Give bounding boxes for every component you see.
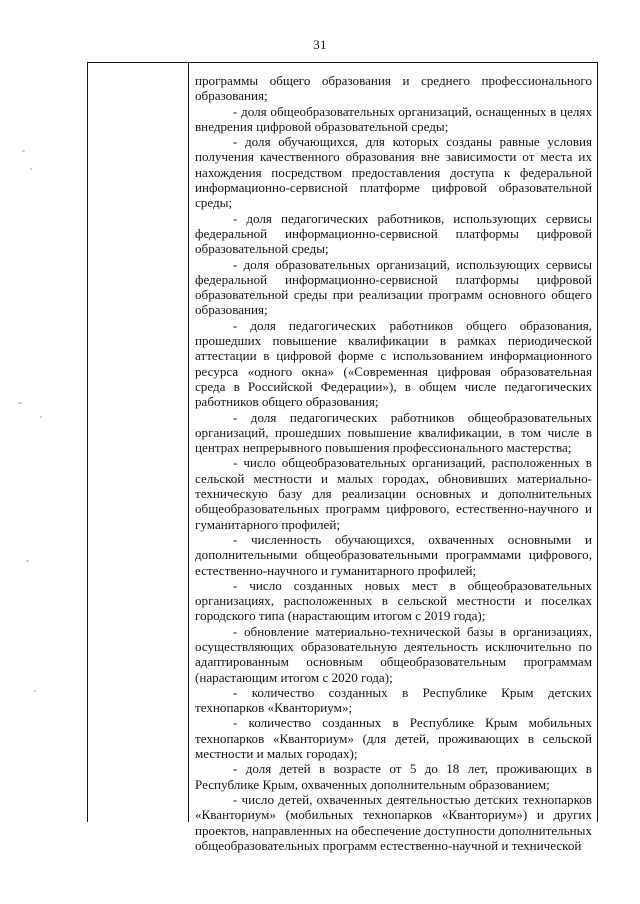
list-item: - доля образовательных организаций, использующих сервисы федеральной информационно-сервисной платформы цифровой образовательной среды при реализации программ основного общего образования; xyxy=(195,256,592,318)
list-item: - доля педагогических работников общего образования, прошедших повышение квалификации в рамках периодической аттестации в цифровой форме с использованием информационного ресурса «одного окна» («Современная цифровая образовательная среда в Российской Федерации»), в общем числе педагогических работников общего образования; xyxy=(195,317,592,410)
list-item: - доля педагогических работников, использующих сервисы федеральной информационно-сервисной платформы цифровой образовательной среды; xyxy=(195,210,592,257)
list-item: - число общеобразовательных организаций, расположенных в сельской местности и малых городах, обновивших материально-техническую базу для реализации основных и дополнительных общеобразовательных программ цифрового, естественно-научного и гуманитарного профилей; xyxy=(195,455,592,532)
page-number: 31 xyxy=(313,37,327,52)
list-item: - доля обучающихся, для которых созданы равные условия получения качественного образования вне зависимости от места их нахождения посредством предоставления доступа к федеральной информационно-сервисной платформе цифровой образовательной среды; xyxy=(195,134,592,211)
table-column-divider xyxy=(188,63,189,822)
table-left-cell xyxy=(88,63,188,822)
list-item: - число детей, охваченных деятельностью детских технопарков «Кванториум» (мобильных технопарков «Кванториум») и других проектов, направленных на обеспечение доступности дополнительных общеобразовательных программ естественно-научной и технической xyxy=(195,791,592,853)
list-item: - число созданных новых мест в общеобразовательных организациях, расположенных в сельской местности и поселках городского типа (нарастающим итогом с 2019 года); xyxy=(195,577,592,624)
document-table xyxy=(87,62,598,853)
list-item: - доля общеобразовательных организаций, оснащенных в целях внедрения цифровой образовательной среды; xyxy=(195,103,592,134)
scan-artifact xyxy=(34,690,36,692)
table-right-cell xyxy=(195,73,592,853)
scan-artifact xyxy=(30,168,32,170)
list-item: - количество созданных в Республике Крым детских технопарков «Кванториум»; xyxy=(195,684,592,716)
scan-artifact xyxy=(40,416,42,418)
scan-artifact xyxy=(22,150,25,152)
list-item: - численность обучающихся, охваченных основными и дополнительными общеобразовательными программами цифрового, естественно-научного и гуманитарного профилей; xyxy=(195,531,592,578)
list-item: - доля детей в возрасте от 5 до 18 лет, проживающих в Республике Крым, охваченных дополнительным образованием; xyxy=(195,761,592,792)
scan-artifact xyxy=(18,402,22,404)
list-item: - обновление материально-технической базы в организациях, осуществляющих образовательную деятельность исключительно по адаптированным основным общеобразовательным программам (нарастающим итогом с 2020 года); xyxy=(195,623,592,685)
list-item: - количество созданных в Республике Крым мобильных технопарков «Кванториум» (для детей, проживающих в сельской местности и малых городах); xyxy=(195,715,592,762)
list-item: - доля педагогических работников общеобразовательных организаций, прошедших повышение квалификации, в том числе в центрах непрерывного повышения профессионального мастерства; xyxy=(195,409,592,456)
scan-artifact xyxy=(26,560,29,562)
paragraph-continuation: программы общего образования и среднего профессионального образования; xyxy=(195,73,592,104)
